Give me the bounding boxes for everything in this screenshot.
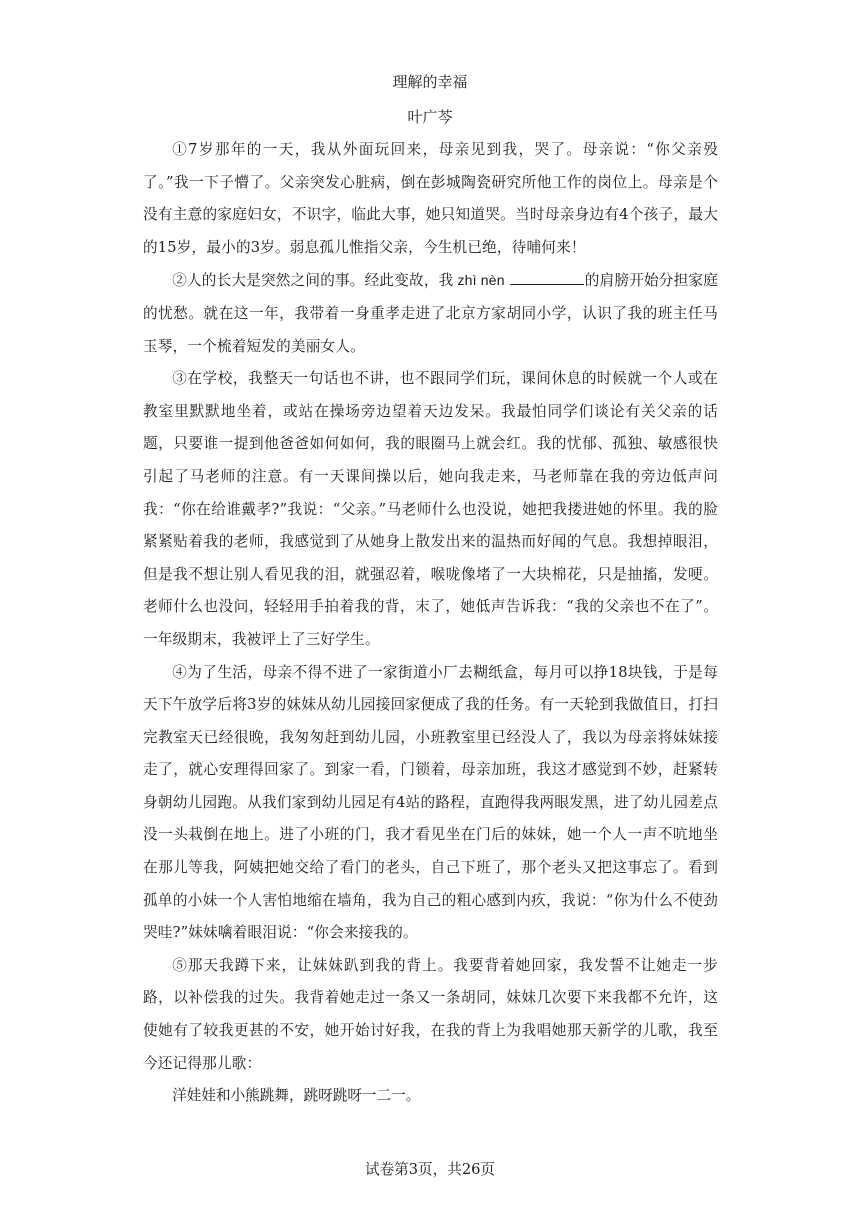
paragraph-2-text-before: ②人的长大是突然之间的事。经此变故，我 xyxy=(172,272,454,290)
paragraph-5: ⑤那天我蹲下来，让妹妹趴到我的背上。我要背着她回家，我发誓不让她走一步路，以补偿我的过失。我背着她走过一条又一条胡同，妹妹几次要下来我都不允许，这使她有了较我更甚的不安，她开始讨好我，在我的背上为我唱她那天新学的儿歌，我至今还记得那儿歌： xyxy=(143,956,718,1072)
paragraph-2-text-after: 的肩膀开始分担家庭的忧愁。就在这一年，我带着一身重孝走进了北京方家胡同小学，认识了我的班主任马玉琴，一个梳着短发的美丽女人。 xyxy=(143,272,718,355)
paragraph-3: ③在学校，我整天一句话也不讲，也不跟同学们玩，课间休息的时候就一个人或在教室里默默地坐着，或站在操场旁边望着天边发呆。我最怕同学们谈论有关父亲的话题，只要谁一提到他爸爸如何如何，我的眼圈马上就会红。我的忧郁、孤独、敏感很快引起了马老师的注意。有一天课间操以后，她向我走来，马老师靠在我的旁边低声问我：“你在给谁戴孝?”我说：“父亲。”马老师什么也没说，她把我搂进她的怀里。我的脸紧紧贴着我的老师，我感觉到了从她身上散发出来的温热而好闻的气息。我想掉眼泪，但是我不想让别人看见我的泪，就强忍着，喉咙像堵了一大块棉花，只是抽搐，发哽。老师什么也没问，轻轻用手拍着我的背，末了，她低声告诉我：“我的父亲也不在了”。一年级期末，我被评上了三好学生。 xyxy=(143,370,718,648)
paragraph-2 xyxy=(143,264,718,363)
article-title: 理解的幸福 xyxy=(392,73,468,91)
song-lyric: 洋娃娃和小熊跳舞，跳呀跳呀一二一。 xyxy=(172,1087,421,1105)
pinyin-prompt: zhì nèn xyxy=(457,272,505,289)
paragraph-4: ④为了生活，母亲不得不进了一家街道小厂去糊纸盒，每月可以挣18块钱，于是每天下午放学后将3岁的妹妹从幼儿园接回家便成了我的任务。有一天轮到我做值日，打扫完教室天已经很晚，我匆匆赶到幼儿园，小班教室里已经没人了，我以为母亲将妹妹接走了，就心安理得回家了。到家一看，门锁着，母亲加班，我这才感觉到不妙，赶紧转身朝幼儿园跑。从我们家到幼儿园足有4站的路程，直跑得我两眼发黑，进了幼儿园差点没一头栽倒在地上。进了小班的门，我才看见坐在门后的妹妹，她一个人一声不吭地坐在那儿等我，阿姨把她交给了看门的老头，自己下班了，那个老头又把这事忘了。看到孤单的小妹一个人害怕地缩在墙角，我为自己的粗心感到内疚，我说：“你为什么不使劲哭哇?”妹妹噙着眼泪说：“你会来接我的。 xyxy=(143,663,718,942)
paragraph-1: ①7岁那年的一天，我从外面玩回来，母亲见到我，哭了。母亲说：“你父亲殁了。”我一下子懵了。父亲突发心脏病，倒在彭城陶瓷研究所他工作的岗位上。母亲是个没有主意的家庭妇女，不识字，临此大事，她只知道哭。当时母亲身边有4个孩子，最大的15岁，最小的3岁。弱息孤儿惟指父亲，今生机已绝，待哺何来！ xyxy=(143,141,718,256)
page-footer: 试卷第3页，共26页 xyxy=(364,1161,495,1178)
article-body xyxy=(143,134,718,1113)
fill-in-blank[interactable] xyxy=(510,270,584,285)
article-author: 叶广芩 xyxy=(407,108,453,126)
